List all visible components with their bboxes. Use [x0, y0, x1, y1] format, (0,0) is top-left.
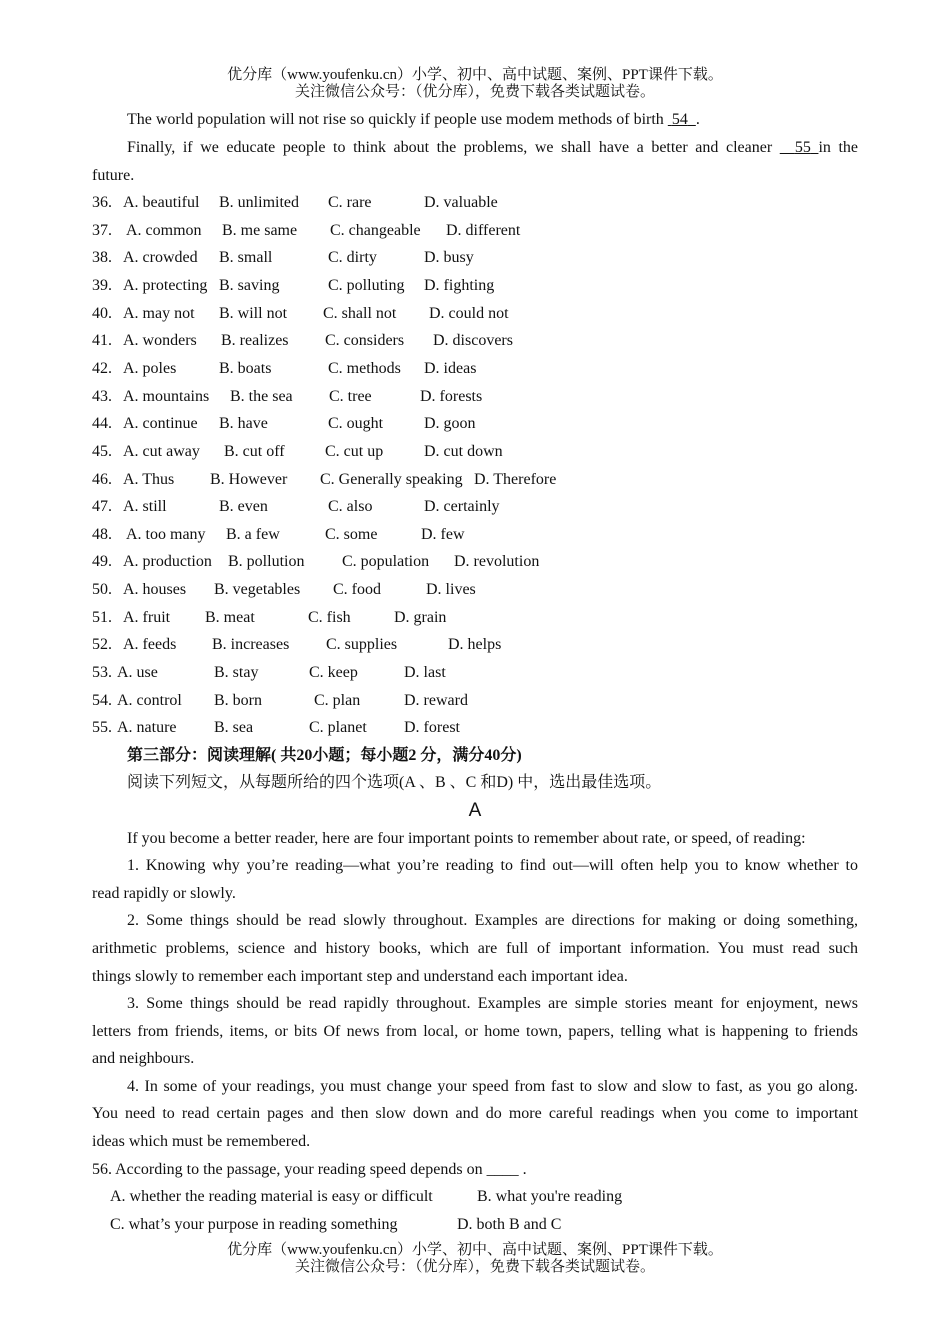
- question-number: 39.: [92, 276, 112, 294]
- option-c: C. tree: [329, 387, 372, 405]
- option-c: C. planet: [309, 719, 367, 737]
- option-c: C. polluting: [328, 276, 405, 294]
- option-a: A. fruit: [123, 608, 171, 626]
- option-a: A. control: [117, 691, 182, 709]
- point-2-line-1: 2. Some things should be read slowly throughout. Examples are directions for making or doing something,: [127, 912, 858, 929]
- point-3-line-2: letters from friends, items, or bits Of news from local, or home town, papers, telling what is happening to friends: [92, 1023, 858, 1040]
- option-a: A. poles: [123, 359, 177, 377]
- option-b: B. born: [214, 691, 262, 709]
- option-a: A. protecting: [123, 276, 208, 294]
- option-a: A. still: [123, 498, 167, 516]
- question-number: 55.: [92, 719, 112, 737]
- option-a: A. Thus: [123, 470, 175, 488]
- option-b: B. even: [219, 498, 268, 516]
- option-a: A. continue: [123, 415, 198, 433]
- question-number: 49.: [92, 553, 112, 571]
- option-d: D. different: [446, 221, 521, 239]
- option-d: D. last: [404, 664, 446, 682]
- header-line-2: 关注微信公众号：（优分库），免费下载各类试题试卷。: [294, 84, 655, 100]
- option-d: D. cut down: [424, 442, 503, 460]
- option-b: B. increases: [212, 636, 290, 654]
- question-number: 46.: [92, 470, 112, 488]
- question-number: 54.: [92, 691, 112, 709]
- option-a: A. wonders: [123, 332, 197, 350]
- question-number: 51.: [92, 608, 112, 626]
- option-a: A. may not: [123, 304, 195, 322]
- q56-option-d: D. both B and C: [457, 1216, 562, 1233]
- point-4-line-1: 4. In some of your readings, you must change your speed from fast to slow and slow to fast, as you go along.: [127, 1078, 858, 1095]
- option-d: D. few: [421, 525, 465, 543]
- option-b: B. sea: [214, 719, 254, 737]
- option-d: D. fighting: [424, 276, 495, 294]
- option-d: D. certainly: [424, 498, 500, 516]
- option-c: C. considers: [325, 332, 405, 350]
- question-number: 38.: [92, 249, 112, 267]
- question-number: 52.: [92, 636, 112, 654]
- section-a-label: A: [468, 800, 482, 821]
- q56-option-a: A. whether the reading material is easy or difficult: [110, 1188, 433, 1205]
- option-d: D. lives: [426, 581, 476, 599]
- part3-instruction: 阅读下列短文，从每题所给的四个选项(A 、B 、C 和D) 中，选出最佳选项。: [127, 774, 662, 791]
- option-a: A. mountains: [123, 387, 210, 405]
- question-number: 43.: [92, 387, 112, 405]
- question-number: 53.: [92, 664, 112, 682]
- option-b: B. small: [219, 249, 273, 267]
- question-56-stem: 56. According to the passage, your reading speed depends on ____ .: [92, 1161, 527, 1178]
- option-d: D. revolution: [454, 553, 540, 571]
- page-header: [0, 67, 950, 101]
- option-c: C. population: [342, 553, 430, 571]
- option-c: C. changeable: [330, 221, 421, 239]
- point-2-line-3: things slowly to remember each important step and understand each important idea.: [92, 968, 628, 985]
- question-number: 44.: [92, 415, 112, 433]
- passage-paragraph-54: The world population will not rise so quickly if people use modem methods of birth 54 .: [127, 111, 700, 128]
- option-b: B. vegetables: [214, 581, 301, 599]
- option-a: A. too many: [126, 525, 206, 543]
- option-a: A. houses: [123, 581, 187, 599]
- option-d: D. goon: [424, 415, 476, 433]
- footer-line-1: 优分库（www.youfenku.cn）小学、初中、高中试题、案例、PPT课件下载。: [227, 1242, 723, 1258]
- option-b: B. have: [219, 415, 268, 433]
- point-3-line-3: and neighbours.: [92, 1050, 195, 1067]
- question-number: 42.: [92, 359, 112, 377]
- option-c: C. dirty: [328, 249, 377, 267]
- option-d: D. grain: [394, 608, 447, 626]
- option-d: D. reward: [404, 691, 468, 709]
- option-b: B. realizes: [221, 332, 289, 350]
- question-number: 37.: [92, 221, 112, 239]
- option-c: C. methods: [328, 359, 401, 377]
- blank-55: 55: [794, 139, 811, 156]
- option-c: C. Generally speaking: [320, 470, 463, 488]
- option-b: B. a few: [226, 525, 280, 543]
- page-footer: [0, 1242, 950, 1276]
- question-number: 36.: [92, 194, 112, 211]
- option-d: D. Therefore: [474, 470, 557, 488]
- q56-option-b: B. what you're reading: [477, 1188, 623, 1205]
- option-d: D. ideas: [424, 359, 477, 377]
- part3-heading: 第三部分：阅读理解( 共20小题；每小题2 分，满分40分): [127, 747, 522, 764]
- option-b: B. me same: [222, 221, 298, 239]
- question-number: 50.: [92, 581, 112, 599]
- option-b: B. will not: [219, 304, 288, 322]
- point-3-line-1: 3. Some things should be read rapidly throughout. Examples are simple stories meant for enjoyment, news: [127, 995, 858, 1012]
- header-line-1: 优分库（www.youfenku.cn）小学、初中、高中试题、案例、PPT课件下载。: [227, 67, 723, 83]
- question-number: 45.: [92, 442, 112, 460]
- reading-intro: If you become a better reader, here are four important points to remember about rate, or speed, of reading:: [127, 830, 806, 847]
- option-b: B. However: [210, 470, 288, 488]
- question-number: 41.: [92, 332, 112, 350]
- option-d: D. could not: [429, 304, 509, 322]
- option-c: C. shall not: [323, 304, 397, 322]
- option-c: C. ought: [328, 415, 384, 433]
- point-1-line-1: 1. Knowing why you’re reading—what you’re reading to find out—will often help you to know whether to: [127, 857, 858, 874]
- option-c: C. cut up: [325, 442, 384, 460]
- question-number: 48.: [92, 525, 112, 543]
- point-2-line-2: arithmetic problems, science and history books, which are full of important information. You must read such: [92, 940, 858, 957]
- option-a: A. beautiful: [123, 194, 200, 211]
- option-b: B. meat: [205, 608, 255, 626]
- option-c: C. some: [325, 525, 378, 543]
- footer-line-2: 关注微信公众号：（优分库），免费下载各类试题试卷。: [294, 1259, 655, 1275]
- option-c: C. plan: [314, 691, 361, 709]
- q56-option-c: C. what’s your purpose in reading something: [110, 1216, 398, 1233]
- option-a: A. nature: [117, 719, 177, 737]
- option-b: B. saving: [219, 276, 280, 294]
- option-a: A. feeds: [123, 636, 177, 654]
- option-c: C. fish: [308, 608, 351, 626]
- option-b: B. pollution: [228, 553, 305, 571]
- question-number: 40.: [92, 304, 112, 322]
- option-c: C. keep: [309, 664, 358, 682]
- option-b: B. cut off: [224, 442, 285, 460]
- option-b: B. unlimited: [219, 194, 299, 211]
- point-1-line-2: read rapidly or slowly.: [92, 885, 236, 902]
- passage-paragraph-55: Finally, if we educate people to think about the problems, we shall have a better and cleaner 55 in the: [127, 139, 859, 156]
- option-a: A. use: [117, 664, 158, 682]
- option-a: A. cut away: [123, 442, 200, 460]
- option-b: B. boats: [219, 359, 272, 377]
- option-a: A. production: [123, 553, 212, 571]
- option-d: D. busy: [424, 249, 474, 267]
- option-b: B. stay: [214, 664, 259, 682]
- option-d: D. valuable: [424, 194, 498, 211]
- question-number: 47.: [92, 498, 112, 516]
- point-4-line-2: You need to read certain pages and then slow down and do more careful readings when you come to important: [92, 1105, 858, 1122]
- option-c: C. supplies: [326, 636, 398, 654]
- option-d: D. forest: [404, 719, 460, 737]
- option-d: D. discovers: [433, 332, 513, 350]
- point-4-line-3: ideas which must be remembered.: [92, 1133, 311, 1150]
- passage-paragraph-55-end: future.: [92, 167, 135, 184]
- option-a: A. crowded: [123, 249, 198, 267]
- option-b: B. the sea: [230, 387, 293, 405]
- option-d: D. helps: [448, 636, 502, 654]
- option-c: C. also: [328, 498, 373, 516]
- option-c: C. food: [333, 581, 381, 599]
- option-a: A. common: [126, 221, 202, 239]
- option-d: D. forests: [420, 387, 483, 405]
- blank-54: 54: [671, 111, 688, 128]
- option-c: C. rare: [328, 194, 372, 211]
